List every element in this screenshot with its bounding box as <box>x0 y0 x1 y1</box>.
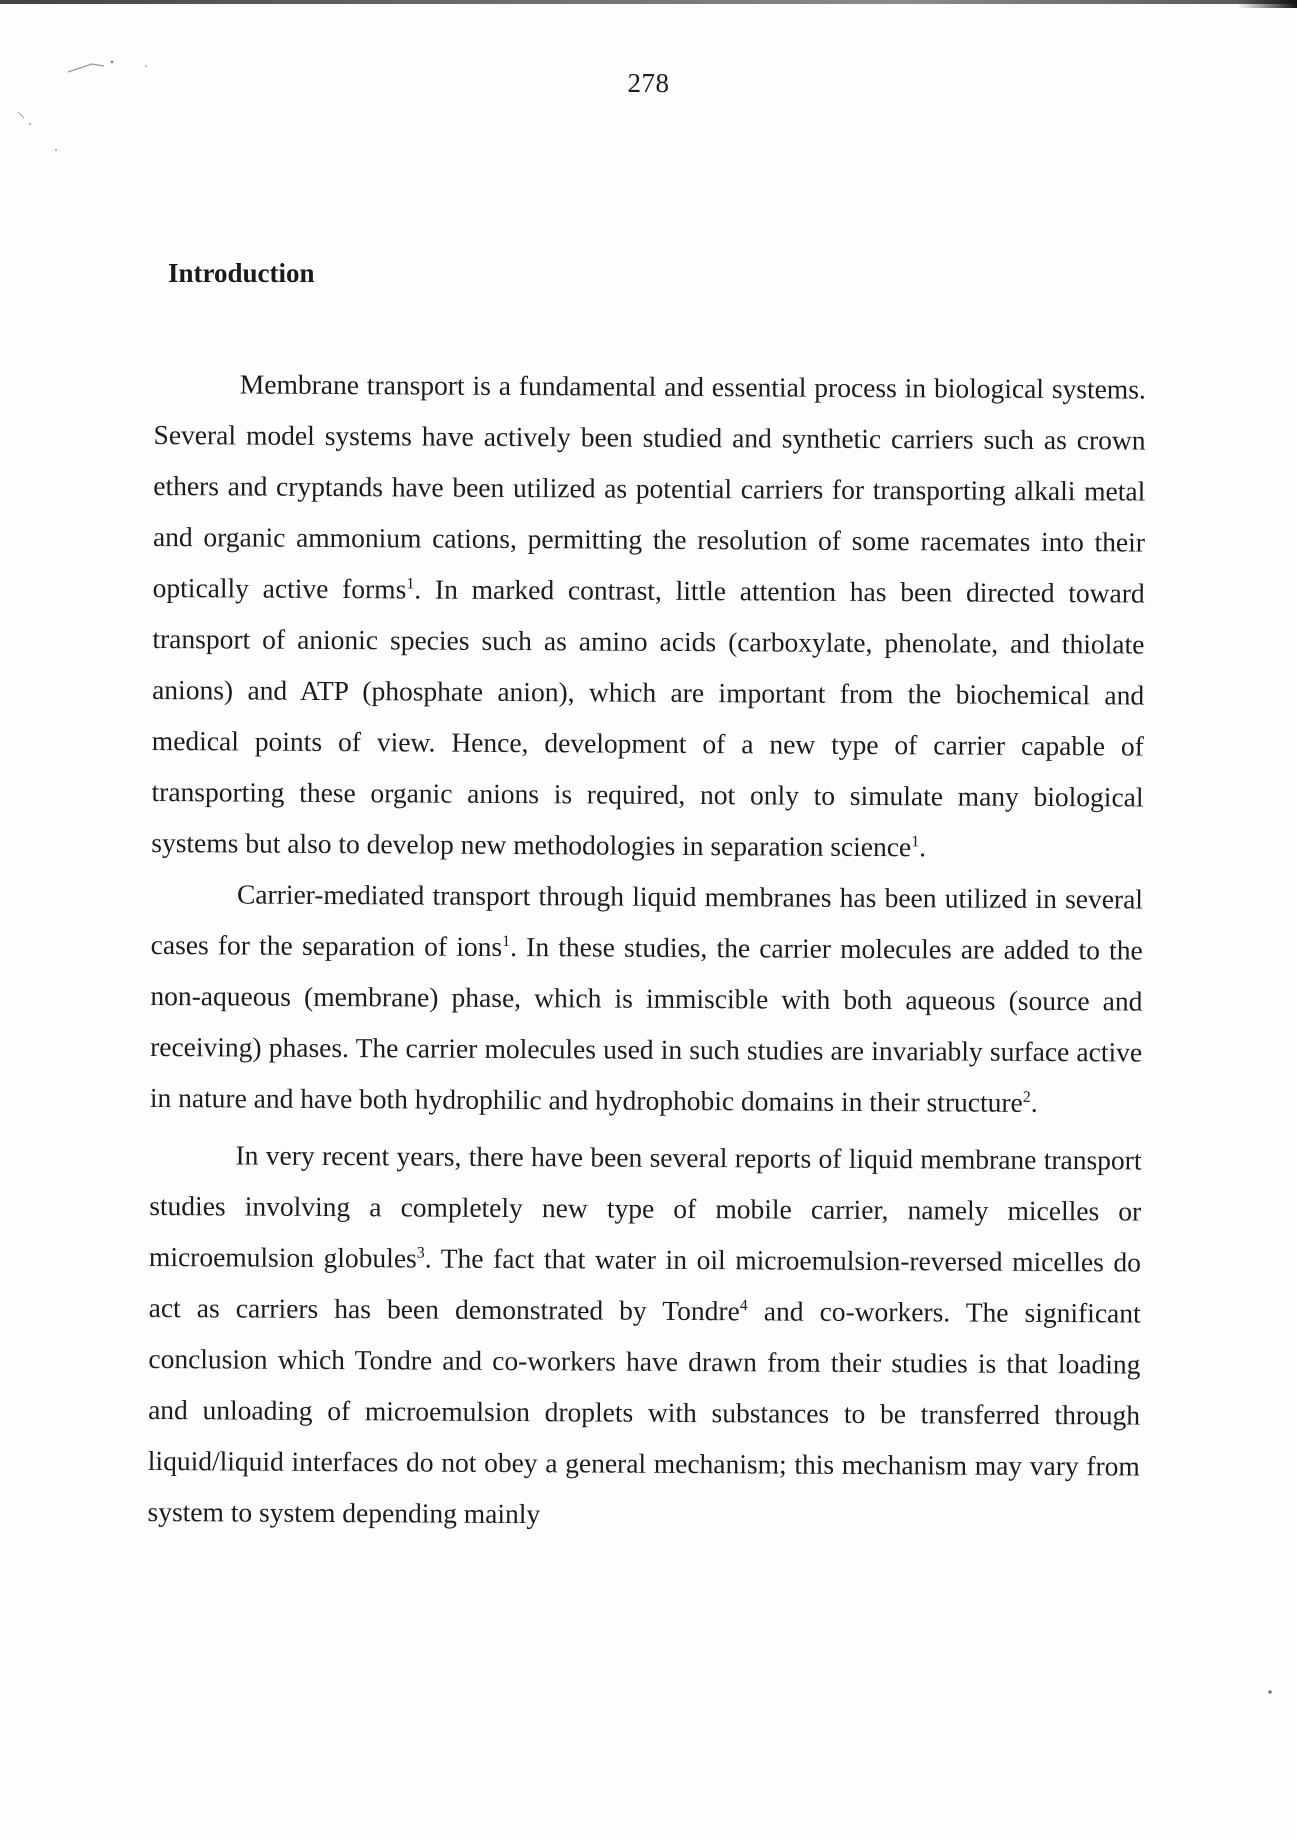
text-run: . <box>1030 1086 1038 1118</box>
reference-marker: 3 <box>416 1244 425 1262</box>
text-run: Carrier-mediated transport through liquid membranes has been utilized in several cases for the separation of ions <box>150 878 1144 962</box>
paragraph-2 <box>150 868 1143 1129</box>
reference-marker: 2 <box>1022 1088 1031 1106</box>
scan-corner-shadow <box>1237 0 1297 8</box>
text-run: Membrane transport is a fundamental and essential process in biological systems. Several model systems have actively been studied and synthetic carriers such as crown ethers and cryptands have been utilized as potential carriers for transporting alkali metal and organic ammonium cations, permitting the resolution of some racemates into their optically active forms <box>152 368 1146 605</box>
text-run: . In marked contrast, little attention has been directed toward transport of anionic species such as amino acids (carboxylate, phenolate, and thiolate anions) and ATP (phosphate anion), which are important from the biochemical and medical points of view. Hence, development of a new type of carrier capable of transporting these organic anions is required, not only to simulate many biological systems but also to develop new methodologies in separation science <box>151 573 1145 863</box>
reference-marker: 4 <box>739 1297 748 1315</box>
reference-marker: 1 <box>406 575 415 593</box>
text-run: . In these studies, the carrier molecules are added to the non-aqueous (membrane) phase, which is immiscible with both aqueous (source and receiving) phases. The carrier molecules used in such studies are invariably surface active in nature and have both hydrophilic and hydrophobic domains in their structure <box>149 930 1143 1118</box>
page-number: 278 <box>627 68 670 98</box>
text-run: In very recent years, there have been several reports of liquid membrane transport studies involving a completely new type of mobile carrier, namely micelles or microemulsion globules <box>148 1139 1142 1274</box>
paragraph-3 <box>147 1129 1141 1543</box>
body-text <box>147 358 1146 1543</box>
text-run: . <box>919 831 927 863</box>
section-heading: Introduction <box>168 258 315 288</box>
paragraph-1 <box>151 358 1146 874</box>
reference-marker: 1 <box>911 833 920 851</box>
text-run: and co-workers. The significant conclusion which Tondre and co-workers have drawn from their studies is that loading and unloading of microemulsion droplets with substances to be transferred through liquid/liquid interfaces do not obey a general mechanism; this mechanism may vary from system to system depending mainly <box>147 1295 1141 1530</box>
text-run: . The fact that water in oil microemulsion-reversed micelles do act as carriers has been demonstrated by Tondre <box>148 1242 1142 1327</box>
reference-marker: 1 <box>502 932 511 950</box>
scan-top-edge <box>0 0 1297 4</box>
